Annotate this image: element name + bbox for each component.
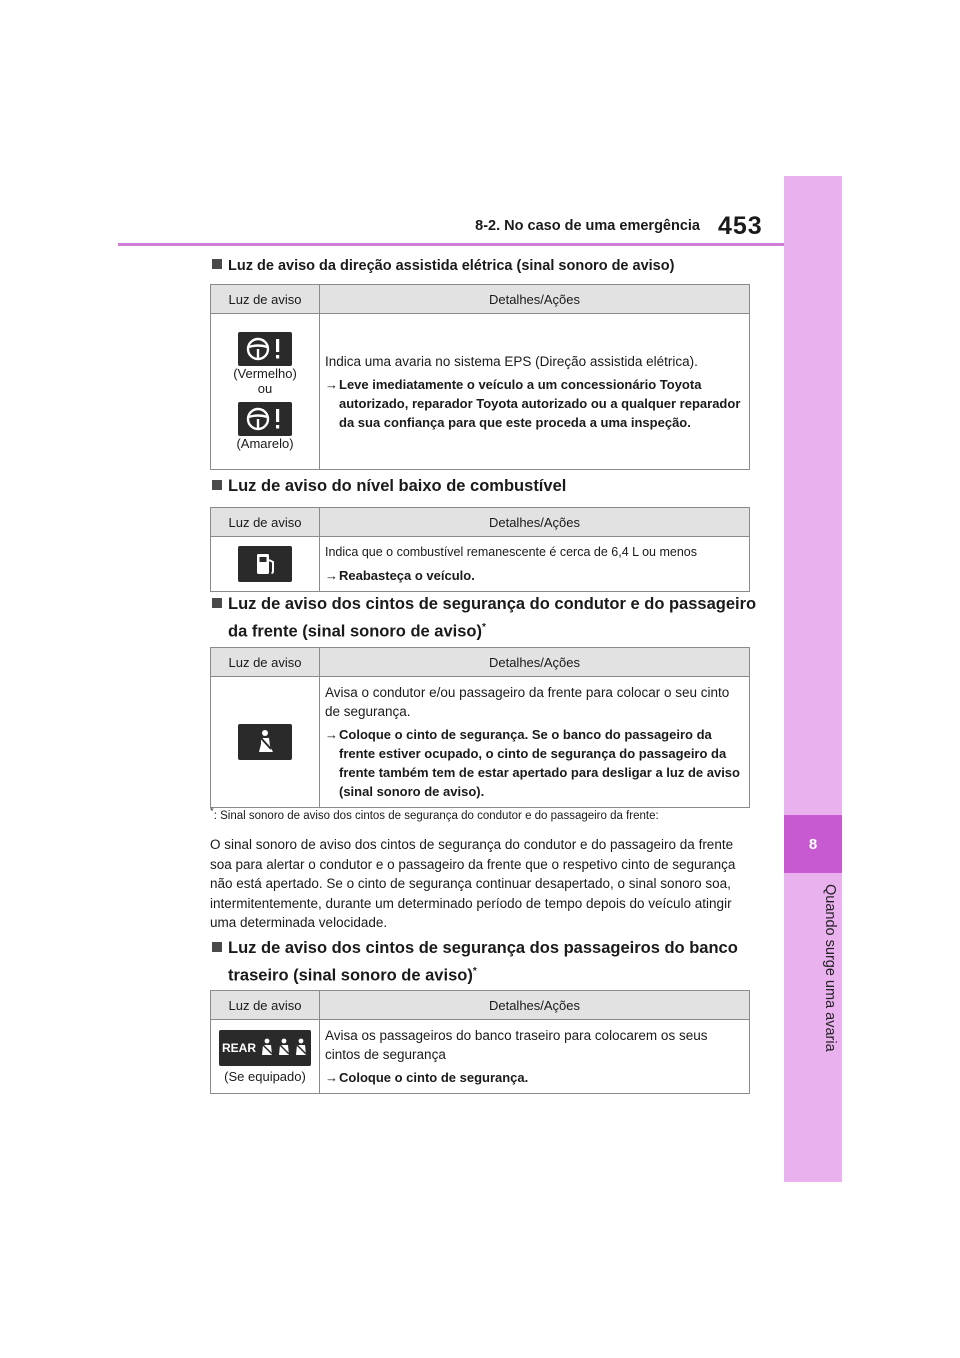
footnote <box>210 806 659 822</box>
action-line <box>325 375 743 432</box>
section-heading <box>212 475 566 498</box>
page-number: 453 <box>718 212 763 240</box>
chapter-side-tab <box>784 176 842 1182</box>
footnote-mark: * <box>210 806 214 817</box>
heading-text: traseiro (sinal sonoro de aviso) <box>228 966 473 985</box>
asterisk-mark: * <box>481 622 486 633</box>
action-text: Coloque o cinto de segurança. Se o banco do passageiro da frente estiver ocupado, o cinto de segurança do passageiro da frente também tem de estar apertado para desligar a luz de aviso (sinal sonoro de aviso). <box>339 727 740 799</box>
arrow-icon: → <box>325 1070 338 1085</box>
action-text: Coloque o cinto de segurança. <box>339 1070 529 1085</box>
bullet-square-icon <box>212 259 222 269</box>
section-heading <box>212 255 674 278</box>
section-heading <box>212 937 738 988</box>
heading-text: Luz de aviso dos cintos de segurança dos passageiros do banco <box>228 939 738 957</box>
warning-table <box>210 647 750 808</box>
bullet-square-icon <box>212 942 222 952</box>
warning-table <box>210 284 750 470</box>
col-header-details: Detalhes/Ações <box>320 991 750 1020</box>
icon-caption: (Vermelho) <box>233 366 297 381</box>
col-header-light: Luz de aviso <box>211 285 320 314</box>
icon-caption: (Se equipado) <box>224 1068 306 1084</box>
detail-cell <box>320 1020 750 1094</box>
detail-cell <box>320 677 750 808</box>
arrow-icon: → <box>325 727 338 742</box>
steering-warning-icon <box>238 332 292 366</box>
arrow-icon: → <box>325 568 338 583</box>
detail-cell <box>320 314 750 470</box>
detail-text: Indica uma avaria no sistema EPS (Direção assistida elétrica). <box>325 353 698 369</box>
steering-warning-icon <box>238 402 292 436</box>
icon-cell <box>211 314 320 470</box>
bullet-square-icon <box>212 598 222 608</box>
body-paragraph: O sinal sonoro de aviso dos cintos de segurança do condutor e do passageiro da frente soa para alertar o condutor e o passageiro da frente que o respetivo cinto de segurança não está apertado. Se o cinto de segurança continuar desapertado, o sinal sonoro soa, intermitentemente, durante um determinado período de tempo depois do veículo atingir uma determinada velocidade. <box>210 837 736 931</box>
heading-text: Luz de aviso da direção assistida elétrica (sinal sonoro de aviso) <box>228 258 675 274</box>
icon-cell <box>211 677 320 808</box>
action-line <box>325 566 743 585</box>
icon-cell <box>211 537 320 592</box>
seatbelt-icon <box>238 724 292 760</box>
action-text: Reabasteça o veículo. <box>339 568 475 583</box>
col-header-light: Luz de aviso <box>211 991 320 1020</box>
detail-text: Avisa os passageiros do banco traseiro para colocarem os seus cintos de segurança <box>325 1028 708 1062</box>
rear-label: REAR <box>221 1040 256 1055</box>
icon-caption: (Amarelo) <box>236 436 294 451</box>
section-title: 8-2. No caso de uma emergência <box>475 218 700 234</box>
warning-table <box>210 990 750 1094</box>
header-divider <box>118 243 784 246</box>
fuel-pump-icon <box>238 546 292 582</box>
rear-seatbelt-icon <box>219 1030 311 1066</box>
bullet-square-icon <box>212 480 222 490</box>
action-line <box>325 1068 743 1087</box>
arrow-icon: → <box>325 376 338 392</box>
action-line <box>325 725 743 801</box>
col-header-details: Detalhes/Ações <box>320 285 750 314</box>
detail-text: Indica que o combustível remanescente é cerca de 6,4 L ou menos <box>325 545 697 559</box>
col-header-light: Luz de aviso <box>211 508 320 537</box>
action-text: Leve imediatamente o veículo a um concessionário Toyota autorizado, reparador Toyota autorizado ou a qualquer reparador da sua confiança para que este proceda a uma inspeção. <box>339 376 741 430</box>
detail-cell <box>320 537 750 592</box>
heading-text: Luz de aviso dos cintos de segurança do condutor e do passageiro <box>228 595 757 613</box>
chapter-number: 8 <box>784 815 842 873</box>
col-header-details: Detalhes/Ações <box>320 508 750 537</box>
col-header-details: Detalhes/Ações <box>320 648 750 677</box>
chapter-label: Quando surge uma avaria <box>822 884 838 1052</box>
footnote-text: : Sinal sonoro de aviso dos cintos de segurança do condutor e do passageiro da frente: <box>213 809 659 822</box>
icon-cell <box>211 1020 320 1094</box>
icon-caption: ou <box>257 381 273 396</box>
heading-text: da frente (sinal sonoro de aviso) <box>228 622 482 641</box>
detail-text: Avisa o condutor e/ou passageiro da frente para colocar o seu cinto de segurança. <box>325 685 730 719</box>
asterisk-mark: * <box>472 966 477 977</box>
heading-text: Luz de aviso do nível baixo de combustível <box>228 477 567 495</box>
section-heading <box>212 593 756 644</box>
col-header-light: Luz de aviso <box>211 648 320 677</box>
warning-table <box>210 507 750 592</box>
